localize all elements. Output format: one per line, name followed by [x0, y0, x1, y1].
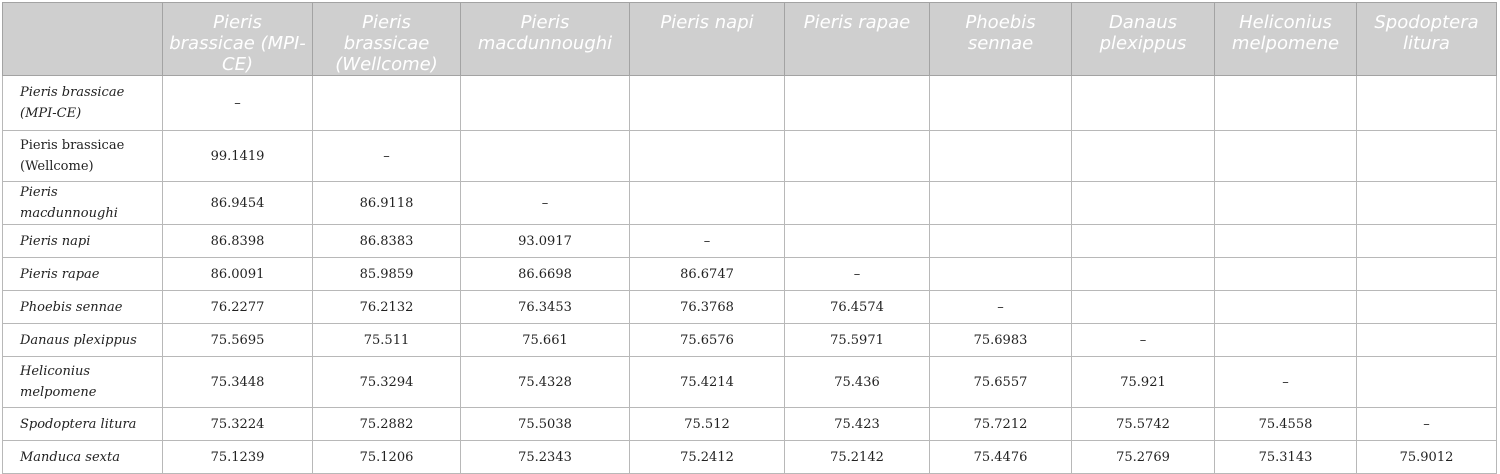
table-cell: – — [461, 182, 630, 225]
table-cell: 86.9118 — [313, 182, 461, 225]
table-cell — [1072, 131, 1215, 182]
column-header: Pieris macdunnoughi — [461, 3, 630, 76]
column-header: Spodoptera litura — [1357, 3, 1497, 76]
header-row — [3, 3, 1497, 76]
table-row — [3, 357, 1497, 408]
row-label: Manduca sexta — [3, 441, 163, 474]
row-label: Pieris rapae — [3, 258, 163, 291]
table-cell — [785, 131, 930, 182]
table-cell — [461, 131, 630, 182]
row-label: Phoebis sennae — [3, 291, 163, 324]
table-cell: – — [930, 291, 1072, 324]
table-cell — [1357, 225, 1497, 258]
row-label: Pieris brassicae (Wellcome) — [3, 131, 163, 182]
table-cell: 75.7212 — [930, 408, 1072, 441]
table-cell: 75.2882 — [313, 408, 461, 441]
table-cell — [1072, 291, 1215, 324]
table-cell: 75.3143 — [1215, 441, 1357, 474]
table-cell — [630, 131, 785, 182]
table-cell: 75.5742 — [1072, 408, 1215, 441]
table-cell: 75.1206 — [313, 441, 461, 474]
table-cell — [1357, 182, 1497, 225]
table-cell: 75.3224 — [163, 408, 313, 441]
column-header: Danaus plexippus — [1072, 3, 1215, 76]
table-cell: 75.423 — [785, 408, 930, 441]
row-label: Pieris napi — [3, 225, 163, 258]
table-cell: 76.3768 — [630, 291, 785, 324]
column-header: Pieris brassicae (MPI-CE) — [163, 3, 313, 76]
table-cell: 86.8383 — [313, 225, 461, 258]
table-cell: 76.3453 — [461, 291, 630, 324]
table-cell — [1357, 324, 1497, 357]
column-header: Pieris brassicae (Wellcome) — [313, 3, 461, 76]
table-cell: 75.3448 — [163, 357, 313, 408]
table-cell — [630, 76, 785, 131]
table-cell — [1357, 291, 1497, 324]
table-cell: 86.9454 — [163, 182, 313, 225]
table-cell: 75.511 — [313, 324, 461, 357]
table-cell — [1072, 76, 1215, 131]
table-cell — [1215, 324, 1357, 357]
table-cell — [1072, 258, 1215, 291]
table-cell: 75.2142 — [785, 441, 930, 474]
table-cell — [1357, 357, 1497, 408]
row-label: Pieris macdunnoughi — [3, 182, 163, 225]
genome-similarity-table — [2, 2, 1497, 474]
table-cell: – — [630, 225, 785, 258]
table-row — [3, 441, 1497, 474]
table-cell: 75.436 — [785, 357, 930, 408]
table-cell: – — [1072, 324, 1215, 357]
table-cell: 86.6698 — [461, 258, 630, 291]
table-cell: 75.3294 — [313, 357, 461, 408]
table-cell: 75.6576 — [630, 324, 785, 357]
table-cell: 75.4214 — [630, 357, 785, 408]
table-row — [3, 131, 1497, 182]
table-cell: 75.512 — [630, 408, 785, 441]
table-cell: 86.0091 — [163, 258, 313, 291]
table-row — [3, 182, 1497, 225]
table-cell: 76.4574 — [785, 291, 930, 324]
table-cell: 93.0917 — [461, 225, 630, 258]
table-cell — [930, 76, 1072, 131]
table-cell — [785, 76, 930, 131]
table-cell: 75.2769 — [1072, 441, 1215, 474]
table-cell: 75.921 — [1072, 357, 1215, 408]
table-cell: 75.2412 — [630, 441, 785, 474]
table-cell: 75.9012 — [1357, 441, 1497, 474]
table-cell: 75.6557 — [930, 357, 1072, 408]
table-cell: 75.4328 — [461, 357, 630, 408]
column-header — [3, 3, 163, 76]
table-cell — [930, 131, 1072, 182]
table-cell — [313, 76, 461, 131]
table-cell — [930, 182, 1072, 225]
table-cell: 86.8398 — [163, 225, 313, 258]
table-cell: – — [163, 76, 313, 131]
table-row — [3, 324, 1497, 357]
table-cell — [1215, 225, 1357, 258]
table-cell — [785, 225, 930, 258]
row-label: Heliconius melpomene — [3, 357, 163, 408]
table-cell — [785, 182, 930, 225]
table-cell: 85.9859 — [313, 258, 461, 291]
column-header: Pieris rapae — [785, 3, 930, 76]
table-cell — [1215, 291, 1357, 324]
table-cell — [930, 258, 1072, 291]
column-header: Pieris napi — [630, 3, 785, 76]
row-label: Spodoptera litura — [3, 408, 163, 441]
table-cell — [1357, 76, 1497, 131]
table-cell: 76.2132 — [313, 291, 461, 324]
table-cell: 75.2343 — [461, 441, 630, 474]
column-header: Heliconius melpomene — [1215, 3, 1357, 76]
table-cell — [1072, 182, 1215, 225]
table-cell: 75.4476 — [930, 441, 1072, 474]
table-cell: 75.5038 — [461, 408, 630, 441]
table-cell — [1357, 258, 1497, 291]
table-cell: 99.1419 — [163, 131, 313, 182]
table-cell — [1072, 225, 1215, 258]
row-label: Danaus plexippus — [3, 324, 163, 357]
table-cell: – — [785, 258, 930, 291]
table-row — [3, 291, 1497, 324]
table-cell — [1357, 131, 1497, 182]
similarity-table-container — [2, 2, 1497, 474]
column-header: Phoebis sennae — [930, 3, 1072, 76]
table-cell — [1215, 258, 1357, 291]
table-cell: 75.6983 — [930, 324, 1072, 357]
table-row — [3, 258, 1497, 291]
table-cell: 75.5695 — [163, 324, 313, 357]
table-cell: 75.661 — [461, 324, 630, 357]
table-row — [3, 76, 1497, 131]
table-cell — [1215, 131, 1357, 182]
table-cell: – — [1215, 357, 1357, 408]
table-cell: 75.4558 — [1215, 408, 1357, 441]
table-cell — [930, 225, 1072, 258]
table-cell — [1215, 182, 1357, 225]
table-cell: 86.6747 — [630, 258, 785, 291]
table-cell: – — [313, 131, 461, 182]
table-cell: 75.1239 — [163, 441, 313, 474]
table-row — [3, 408, 1497, 441]
row-label: Pieris brassicae (MPI-CE) — [3, 76, 163, 131]
table-cell: – — [1357, 408, 1497, 441]
table-cell — [630, 182, 785, 225]
table-row — [3, 225, 1497, 258]
table-cell — [461, 76, 630, 131]
table-cell: 76.2277 — [163, 291, 313, 324]
table-cell — [1215, 76, 1357, 131]
table-cell: 75.5971 — [785, 324, 930, 357]
